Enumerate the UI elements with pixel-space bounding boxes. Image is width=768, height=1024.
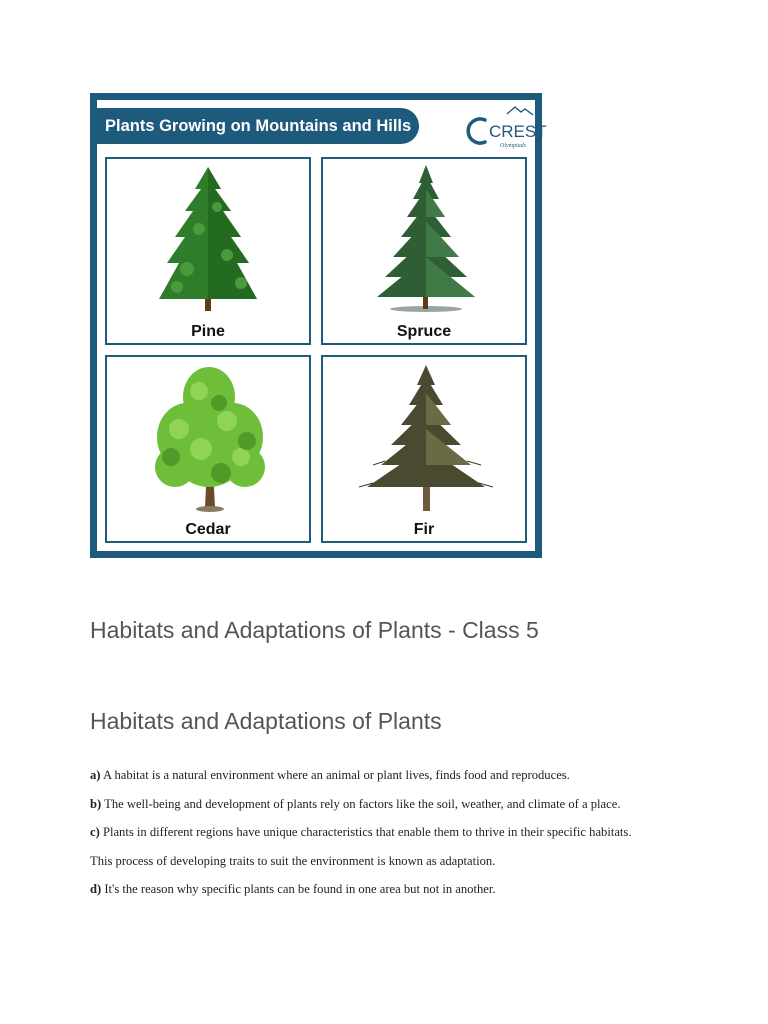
point-text: Plants in different regions have unique characteristics that enable them to thrive in their specific habitats. (99, 825, 632, 839)
tree-card-fir (321, 355, 527, 543)
tree-card-cedar (105, 355, 311, 543)
point-text: The well-being and development of plants rely on factors like the soil, weather, and climate of a place. (101, 796, 621, 811)
spruce-tree-image (323, 159, 525, 319)
list-item (90, 880, 710, 909)
logo-text: CREST (489, 122, 547, 141)
habitat-points-list (90, 766, 710, 909)
point-marker: b) (90, 796, 102, 811)
point-marker: c) (90, 825, 100, 839)
infographic-title-banner: Plants Growing on Mountains and Hills (97, 108, 419, 144)
crest-logo (467, 104, 547, 150)
tree-card-pine (105, 157, 311, 345)
point-text: This process of developing traits to suit the environment is known as adaptation. (90, 853, 496, 868)
pine-tree-image (107, 159, 309, 319)
list-item (90, 795, 710, 824)
tree-label-cedar: Cedar (185, 521, 231, 538)
tree-label-spruce: Spruce (396, 323, 452, 340)
point-text: It's the reason why specific plants can be found in one area but not in another. (101, 882, 496, 896)
list-item (90, 766, 710, 795)
section-heading: Habitats and Adaptations of Plants (90, 708, 442, 734)
tree-label-pine: Pine (191, 323, 225, 340)
point-marker: d) (90, 882, 102, 896)
plants-infographic (90, 93, 547, 558)
cedar-tree-image (107, 357, 309, 517)
page-title: Habitats and Adaptations of Plants - Class 5 (90, 617, 539, 643)
tree-label-fir: Fir (413, 521, 435, 538)
point-marker: a) (90, 768, 101, 782)
logo-subtext: Olympiads (500, 143, 526, 149)
list-item (90, 852, 710, 881)
tree-card-spruce (321, 157, 527, 345)
point-text: A habitat is a natural environment where an animal or plant lives, finds food and reproduces. (100, 768, 570, 782)
list-item (90, 823, 710, 852)
fir-tree-image (323, 357, 525, 517)
